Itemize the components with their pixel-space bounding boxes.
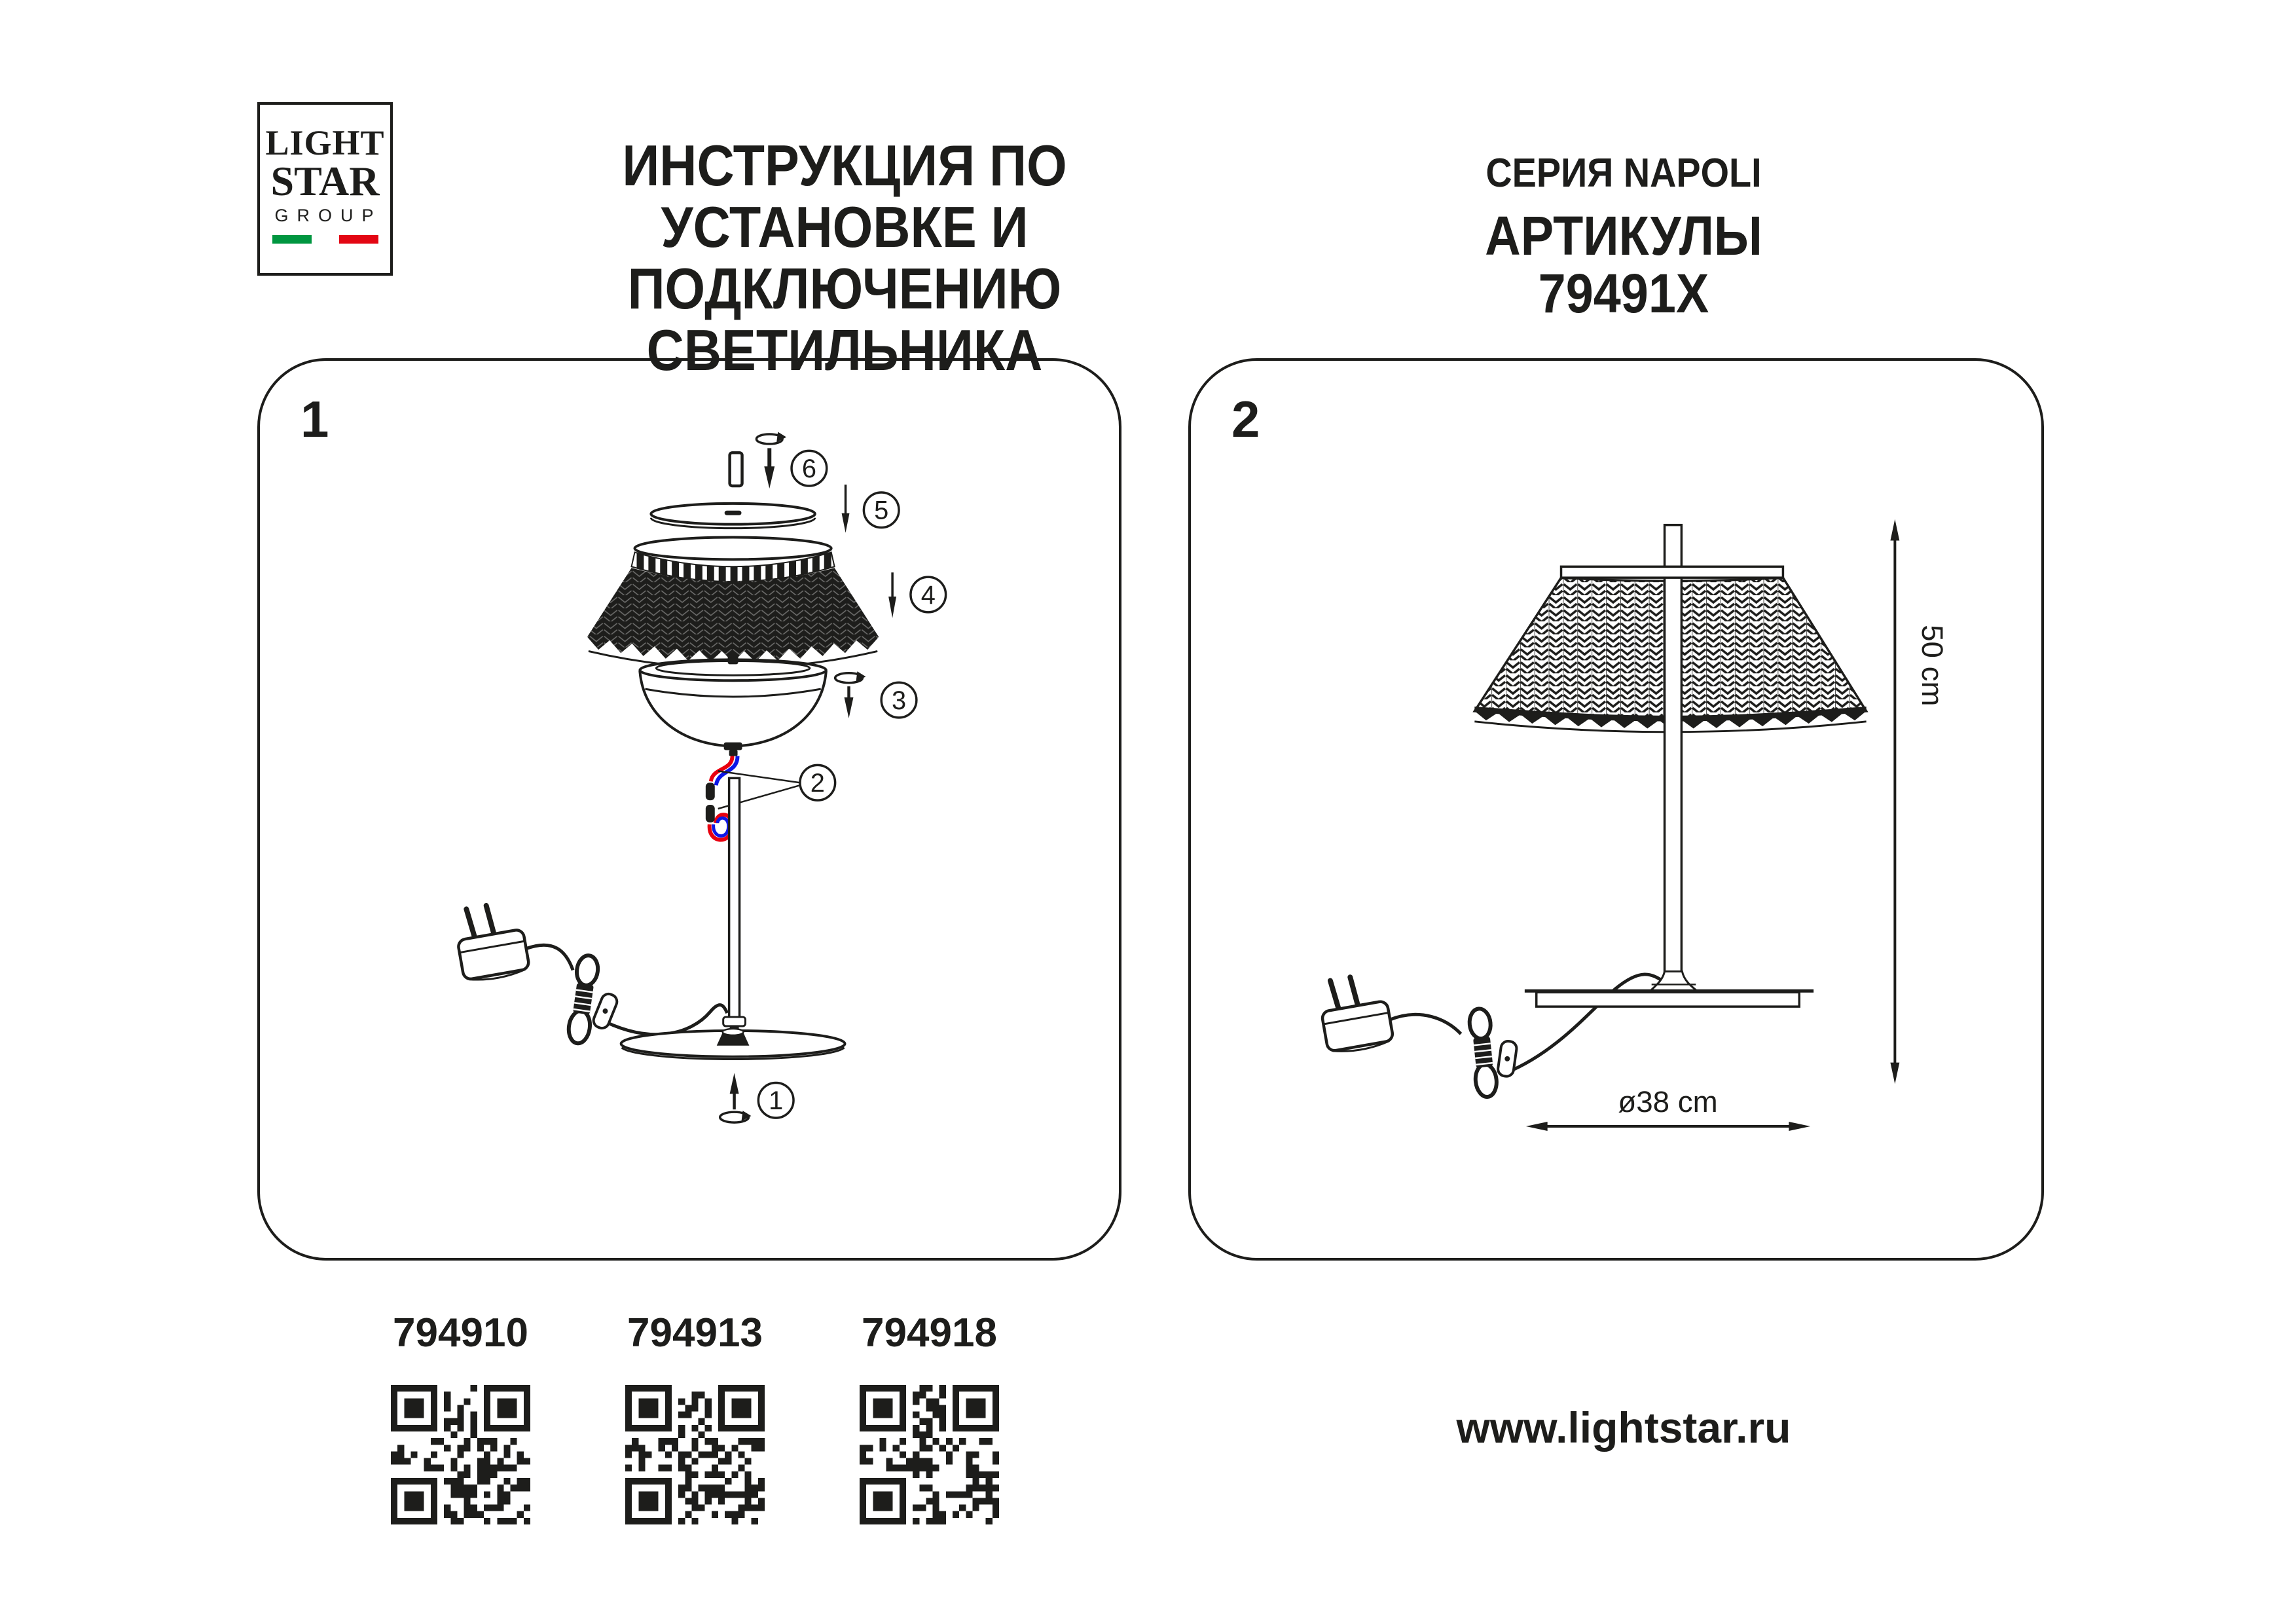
logo-text-star: STAR	[270, 158, 380, 204]
svg-text:2: 2	[810, 769, 825, 798]
power-cord	[526, 945, 574, 970]
step-1-badge	[758, 1082, 793, 1118]
power-cord	[1390, 1014, 1461, 1034]
panel-2-label: 2	[1231, 390, 1260, 448]
flag-red-stripe	[339, 235, 378, 244]
coiled-cord	[1468, 1005, 1522, 1098]
article-column	[860, 1310, 999, 1524]
svg-text:3: 3	[891, 686, 907, 715]
website-url: www.lightstar.ru	[1456, 1403, 1791, 1452]
logo-text-group: GROUP	[274, 206, 382, 225]
svg-text:ø38 cm: ø38 cm	[1618, 1085, 1718, 1119]
coiled-cord	[567, 954, 625, 1048]
lampshade-part	[587, 538, 879, 669]
step-6-badge	[792, 451, 827, 486]
flag-white-stripe	[312, 235, 339, 244]
series-header	[1417, 152, 1830, 322]
step-5-badge	[864, 492, 899, 528]
svg-text:4: 4	[920, 580, 936, 610]
article-number: 794910	[393, 1310, 528, 1356]
power-cord	[1506, 974, 1664, 1073]
inline-switch	[1497, 1041, 1518, 1077]
flag-green-stripe	[272, 235, 312, 244]
qr-code	[391, 1385, 530, 1524]
down-arrow-icon	[842, 485, 850, 533]
logo-text-light: LIGHT	[265, 123, 385, 162]
rotate-arrow-icon	[756, 432, 786, 489]
power-adapter	[452, 900, 530, 984]
diffuser-bowl-part	[640, 654, 826, 756]
title-line-2: ПОДКЛЮЧЕНИЮ СВЕТИЛЬНИКА	[627, 256, 1062, 382]
svg-text:6: 6	[801, 454, 816, 484]
down-arrow-icon	[888, 572, 896, 618]
step-3-badge	[881, 682, 917, 718]
diameter-dimension	[1526, 1085, 1810, 1131]
base	[1525, 971, 1813, 1006]
italian-flag-icon	[272, 235, 378, 244]
article-column	[391, 1310, 530, 1524]
qr-code	[625, 1385, 765, 1524]
title-line-1: ИНСТРУКЦИЯ ПО УСТАНОВКЕ И	[622, 133, 1067, 259]
article-column	[625, 1310, 765, 1524]
svg-text:5: 5	[874, 496, 889, 525]
article-number: 794913	[627, 1310, 763, 1356]
step-2-badge	[800, 765, 835, 800]
qr-code	[860, 1385, 999, 1524]
page-title	[462, 135, 1228, 381]
svg-text:1: 1	[769, 1086, 784, 1116]
rotate-arrow-icon	[835, 671, 866, 718]
assembled-lamp-diagram	[1191, 361, 2041, 1258]
article-number: 794918	[862, 1310, 997, 1356]
panel-dimensions	[1188, 358, 2044, 1261]
svg-text:50 cm: 50 cm	[1916, 625, 1950, 707]
articles-code: АРТИКУЛЫ 79491X	[1485, 205, 1762, 324]
power-adapter	[1316, 972, 1394, 1056]
stem	[1665, 525, 1682, 990]
up-rotate-arrow-icon	[720, 1073, 752, 1123]
panel-assembly-steps	[257, 358, 1121, 1261]
panel-1-label: 1	[301, 390, 329, 448]
height-dimension	[1890, 519, 1949, 1084]
series-name: СЕРИЯ NAPOLI	[1485, 151, 1762, 196]
top-cover-disc	[651, 504, 814, 528]
base-part	[621, 1029, 845, 1060]
exploded-lamp-diagram	[260, 361, 1119, 1258]
lightstar-logo	[257, 102, 393, 276]
finial-part	[730, 452, 742, 486]
shade-top-ring	[1561, 566, 1783, 578]
step-4-badge	[911, 577, 946, 612]
